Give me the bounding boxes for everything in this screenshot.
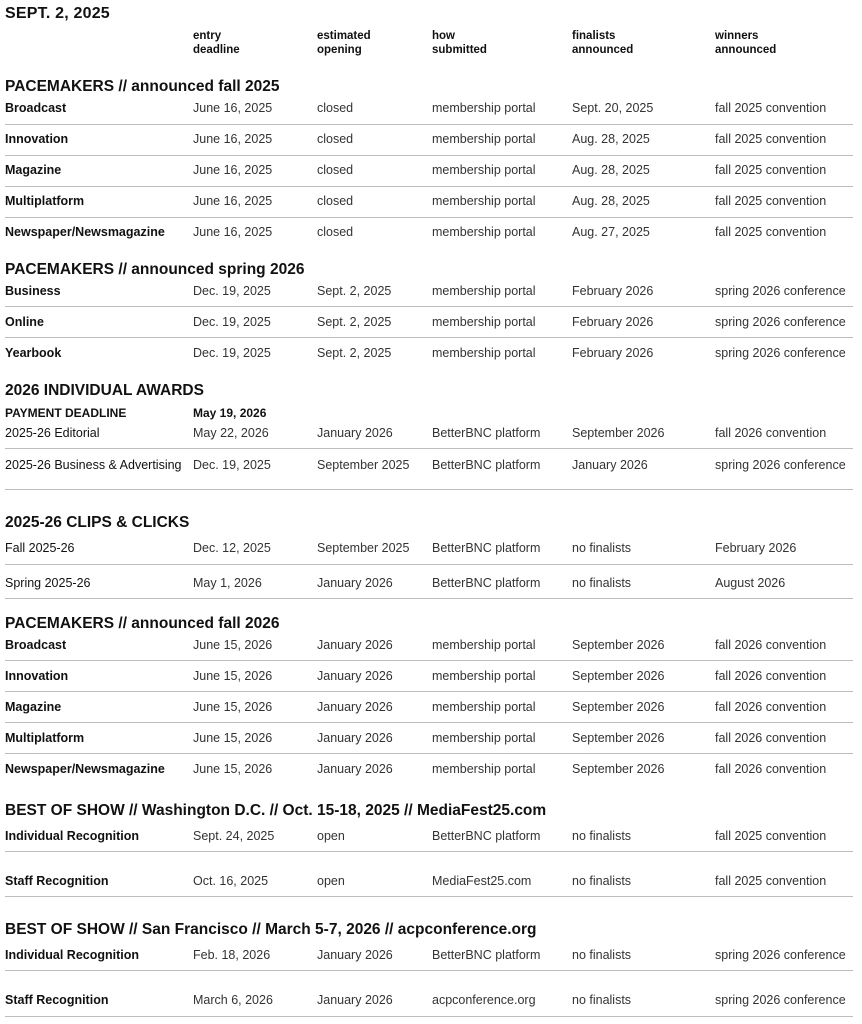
row-submitted: acpconference.org: [432, 993, 536, 1007]
row-category: 2025-26 Business & Advertising: [5, 458, 182, 472]
row-category: Yearbook: [5, 346, 62, 360]
row-opening: Sept. 2, 2025: [317, 284, 392, 298]
row-divider: [5, 489, 853, 490]
row-category: Individual Recognition: [5, 948, 140, 962]
row-entry-deadline: Sept. 24, 2025: [193, 829, 275, 843]
row-divider: [5, 660, 853, 661]
row-category: Individual Recognition: [5, 829, 140, 843]
row-winners: February 2026: [715, 541, 797, 555]
row-finalists: Aug. 27, 2025: [572, 225, 650, 239]
row-opening: January 2026: [317, 669, 393, 683]
row-entry-deadline: June 15, 2026: [193, 762, 273, 776]
row-finalists: no finalists: [572, 829, 632, 843]
row-finalists: no finalists: [572, 993, 632, 1007]
row-divider: [5, 970, 853, 971]
section-title-pacemakers-fall-2025: PACEMAKERS // announced fall 2025: [5, 78, 280, 95]
section-title-best-of-show-washington: BEST OF SHOW // Washington D.C. // Oct. 15-18, 2025 // MediaFest25.com: [5, 802, 547, 819]
row-submitted: BetterBNC platform: [432, 829, 541, 843]
row-submitted: BetterBNC platform: [432, 576, 541, 590]
row-category: Multiplatform: [5, 731, 85, 745]
row-opening: January 2026: [317, 948, 393, 962]
row-opening: January 2026: [317, 638, 393, 652]
row-opening: closed: [317, 225, 354, 239]
row-submitted: membership portal: [432, 315, 536, 329]
row-finalists: Aug. 28, 2025: [572, 163, 650, 177]
row-finalists: Aug. 28, 2025: [572, 132, 650, 146]
section-title-pacemakers-spring-2026: PACEMAKERS // announced spring 2026: [5, 261, 305, 278]
row-finalists: no finalists: [572, 541, 632, 555]
row-submitted: membership portal: [432, 101, 536, 115]
row-winners: fall 2026 convention: [715, 700, 827, 714]
row-submitted: BetterBNC platform: [432, 426, 541, 440]
row-divider: [5, 722, 853, 723]
row-category: Broadcast: [5, 101, 67, 115]
row-divider: [5, 564, 853, 565]
row-category: Magazine: [5, 700, 62, 714]
row-category: Staff Recognition: [5, 993, 109, 1007]
row-winners: fall 2025 convention: [715, 225, 827, 239]
row-winners: spring 2026 conference: [715, 993, 846, 1007]
row-entry-deadline: June 16, 2025: [193, 132, 273, 146]
row-divider: [5, 1016, 853, 1017]
section-title-best-of-show-san-francisco: BEST OF SHOW // San Francisco // March 5-7, 2026 // acpconference.org: [5, 921, 537, 938]
row-divider: [5, 896, 853, 897]
row-finalists: September 2026: [572, 731, 665, 745]
row-category: Newspaper/Newsmagazine: [5, 225, 165, 239]
row-entry-deadline: May 1, 2026: [193, 576, 262, 590]
row-winners: fall 2025 convention: [715, 194, 827, 208]
row-opening: January 2026: [317, 731, 393, 745]
row-submitted: membership portal: [432, 669, 536, 683]
row-category: Innovation: [5, 132, 69, 146]
row-divider: [5, 598, 853, 599]
row-entry-deadline: Dec. 19, 2025: [193, 458, 271, 472]
row-entry-deadline: June 15, 2026: [193, 700, 273, 714]
row-submitted: membership portal: [432, 225, 536, 239]
row-finalists: no finalists: [572, 576, 632, 590]
row-opening: closed: [317, 101, 354, 115]
row-opening: January 2026: [317, 426, 393, 440]
row-finalists: September 2026: [572, 669, 665, 683]
payment-deadline-label: PAYMENT DEADLINE: [5, 406, 127, 420]
row-finalists: Aug. 28, 2025: [572, 194, 650, 208]
row-finalists: no finalists: [572, 874, 632, 888]
row-submitted: BetterBNC platform: [432, 948, 541, 962]
row-entry-deadline: June 16, 2025: [193, 163, 273, 177]
row-winners: fall 2025 convention: [715, 132, 827, 146]
row-winners: fall 2026 convention: [715, 669, 827, 683]
row-category: Online: [5, 315, 44, 329]
row-submitted: membership portal: [432, 762, 536, 776]
row-submitted: membership portal: [432, 284, 536, 298]
row-opening: January 2026: [317, 993, 393, 1007]
row-submitted: membership portal: [432, 346, 536, 360]
row-divider: [5, 124, 853, 125]
header-entry-deadline: entry deadline: [193, 30, 240, 56]
row-opening: September 2025: [317, 458, 410, 472]
row-opening: open: [317, 829, 345, 843]
row-entry-deadline: Dec. 12, 2025: [193, 541, 271, 555]
row-opening: Sept. 2, 2025: [317, 346, 392, 360]
row-divider: [5, 186, 853, 187]
row-finalists: no finalists: [572, 948, 632, 962]
header-finalists-announced: finalists announced: [572, 30, 634, 56]
row-entry-deadline: June 16, 2025: [193, 225, 273, 239]
row-entry-deadline: June 16, 2025: [193, 194, 273, 208]
row-category: Multiplatform: [5, 194, 85, 208]
row-submitted: membership portal: [432, 132, 536, 146]
page-date: SEPT. 2, 2025: [5, 5, 110, 22]
row-category: Newspaper/Newsmagazine: [5, 762, 165, 776]
row-winners: fall 2025 convention: [715, 163, 827, 177]
row-winners: August 2026: [715, 576, 786, 590]
row-finalists: February 2026: [572, 315, 654, 329]
row-category: Fall 2025-26: [5, 541, 75, 555]
row-winners: fall 2026 convention: [715, 426, 827, 440]
row-entry-deadline: June 15, 2026: [193, 731, 273, 745]
row-entry-deadline: May 22, 2026: [193, 426, 269, 440]
row-divider: [5, 155, 853, 156]
row-finalists: September 2026: [572, 762, 665, 776]
row-submitted: membership portal: [432, 194, 536, 208]
row-submitted: membership portal: [432, 731, 536, 745]
row-divider: [5, 448, 853, 449]
row-entry-deadline: March 6, 2026: [193, 993, 273, 1007]
row-opening: September 2025: [317, 541, 410, 555]
row-category: Magazine: [5, 163, 62, 177]
row-winners: fall 2026 convention: [715, 762, 827, 776]
row-opening: January 2026: [317, 762, 393, 776]
row-entry-deadline: June 15, 2026: [193, 669, 273, 683]
header-how-submitted: how submitted: [432, 30, 487, 56]
row-finalists: September 2026: [572, 638, 665, 652]
row-divider: [5, 337, 853, 338]
row-entry-deadline: June 15, 2026: [193, 638, 273, 652]
row-winners: fall 2026 convention: [715, 731, 827, 745]
header-estimated-opening: estimated opening: [317, 30, 371, 56]
row-category: Spring 2025-26: [5, 576, 91, 590]
row-finalists: Sept. 20, 2025: [572, 101, 654, 115]
row-category: Business: [5, 284, 61, 298]
section-title-pacemakers-fall-2026: PACEMAKERS // announced fall 2026: [5, 615, 280, 632]
row-winners: spring 2026 conference: [715, 315, 846, 329]
row-divider: [5, 753, 853, 754]
payment-deadline-date: May 19, 2026: [193, 406, 267, 420]
row-finalists: September 2026: [572, 426, 665, 440]
row-divider: [5, 306, 853, 307]
row-opening: closed: [317, 163, 354, 177]
row-winners: spring 2026 conference: [715, 346, 846, 360]
row-finalists: September 2026: [572, 700, 665, 714]
section-title-individual-awards: 2026 INDIVIDUAL AWARDS: [5, 382, 204, 399]
row-winners: spring 2026 conference: [715, 948, 846, 962]
row-opening: January 2026: [317, 576, 393, 590]
row-divider: [5, 217, 853, 218]
row-winners: spring 2026 conference: [715, 458, 846, 472]
row-entry-deadline: Oct. 16, 2025: [193, 874, 269, 888]
row-submitted: membership portal: [432, 163, 536, 177]
row-submitted: BetterBNC platform: [432, 541, 541, 555]
row-submitted: membership portal: [432, 700, 536, 714]
row-category: 2025-26 Editorial: [5, 426, 100, 440]
row-submitted: BetterBNC platform: [432, 458, 541, 472]
row-category: Broadcast: [5, 638, 67, 652]
row-entry-deadline: Dec. 19, 2025: [193, 315, 271, 329]
row-finalists: January 2026: [572, 458, 648, 472]
header-winners-announced: winners announced: [715, 30, 777, 56]
row-submitted: membership portal: [432, 638, 536, 652]
row-opening: January 2026: [317, 700, 393, 714]
row-entry-deadline: Feb. 18, 2026: [193, 948, 271, 962]
row-opening: Sept. 2, 2025: [317, 315, 392, 329]
section-title-clips-clicks: 2025-26 CLIPS & CLICKS: [5, 514, 190, 531]
row-finalists: February 2026: [572, 346, 654, 360]
row-winners: fall 2025 convention: [715, 829, 827, 843]
row-divider: [5, 851, 853, 852]
row-category: Staff Recognition: [5, 874, 109, 888]
row-winners: fall 2026 convention: [715, 638, 827, 652]
row-submitted: MediaFest25.com: [432, 874, 532, 888]
row-winners: fall 2025 convention: [715, 101, 827, 115]
row-entry-deadline: June 16, 2025: [193, 101, 273, 115]
row-opening: open: [317, 874, 345, 888]
row-opening: closed: [317, 132, 354, 146]
row-opening: closed: [317, 194, 354, 208]
row-entry-deadline: Dec. 19, 2025: [193, 346, 271, 360]
row-category: Innovation: [5, 669, 69, 683]
row-entry-deadline: Dec. 19, 2025: [193, 284, 271, 298]
row-finalists: February 2026: [572, 284, 654, 298]
row-divider: [5, 691, 853, 692]
row-winners: fall 2025 convention: [715, 874, 827, 888]
row-winners: spring 2026 conference: [715, 284, 846, 298]
